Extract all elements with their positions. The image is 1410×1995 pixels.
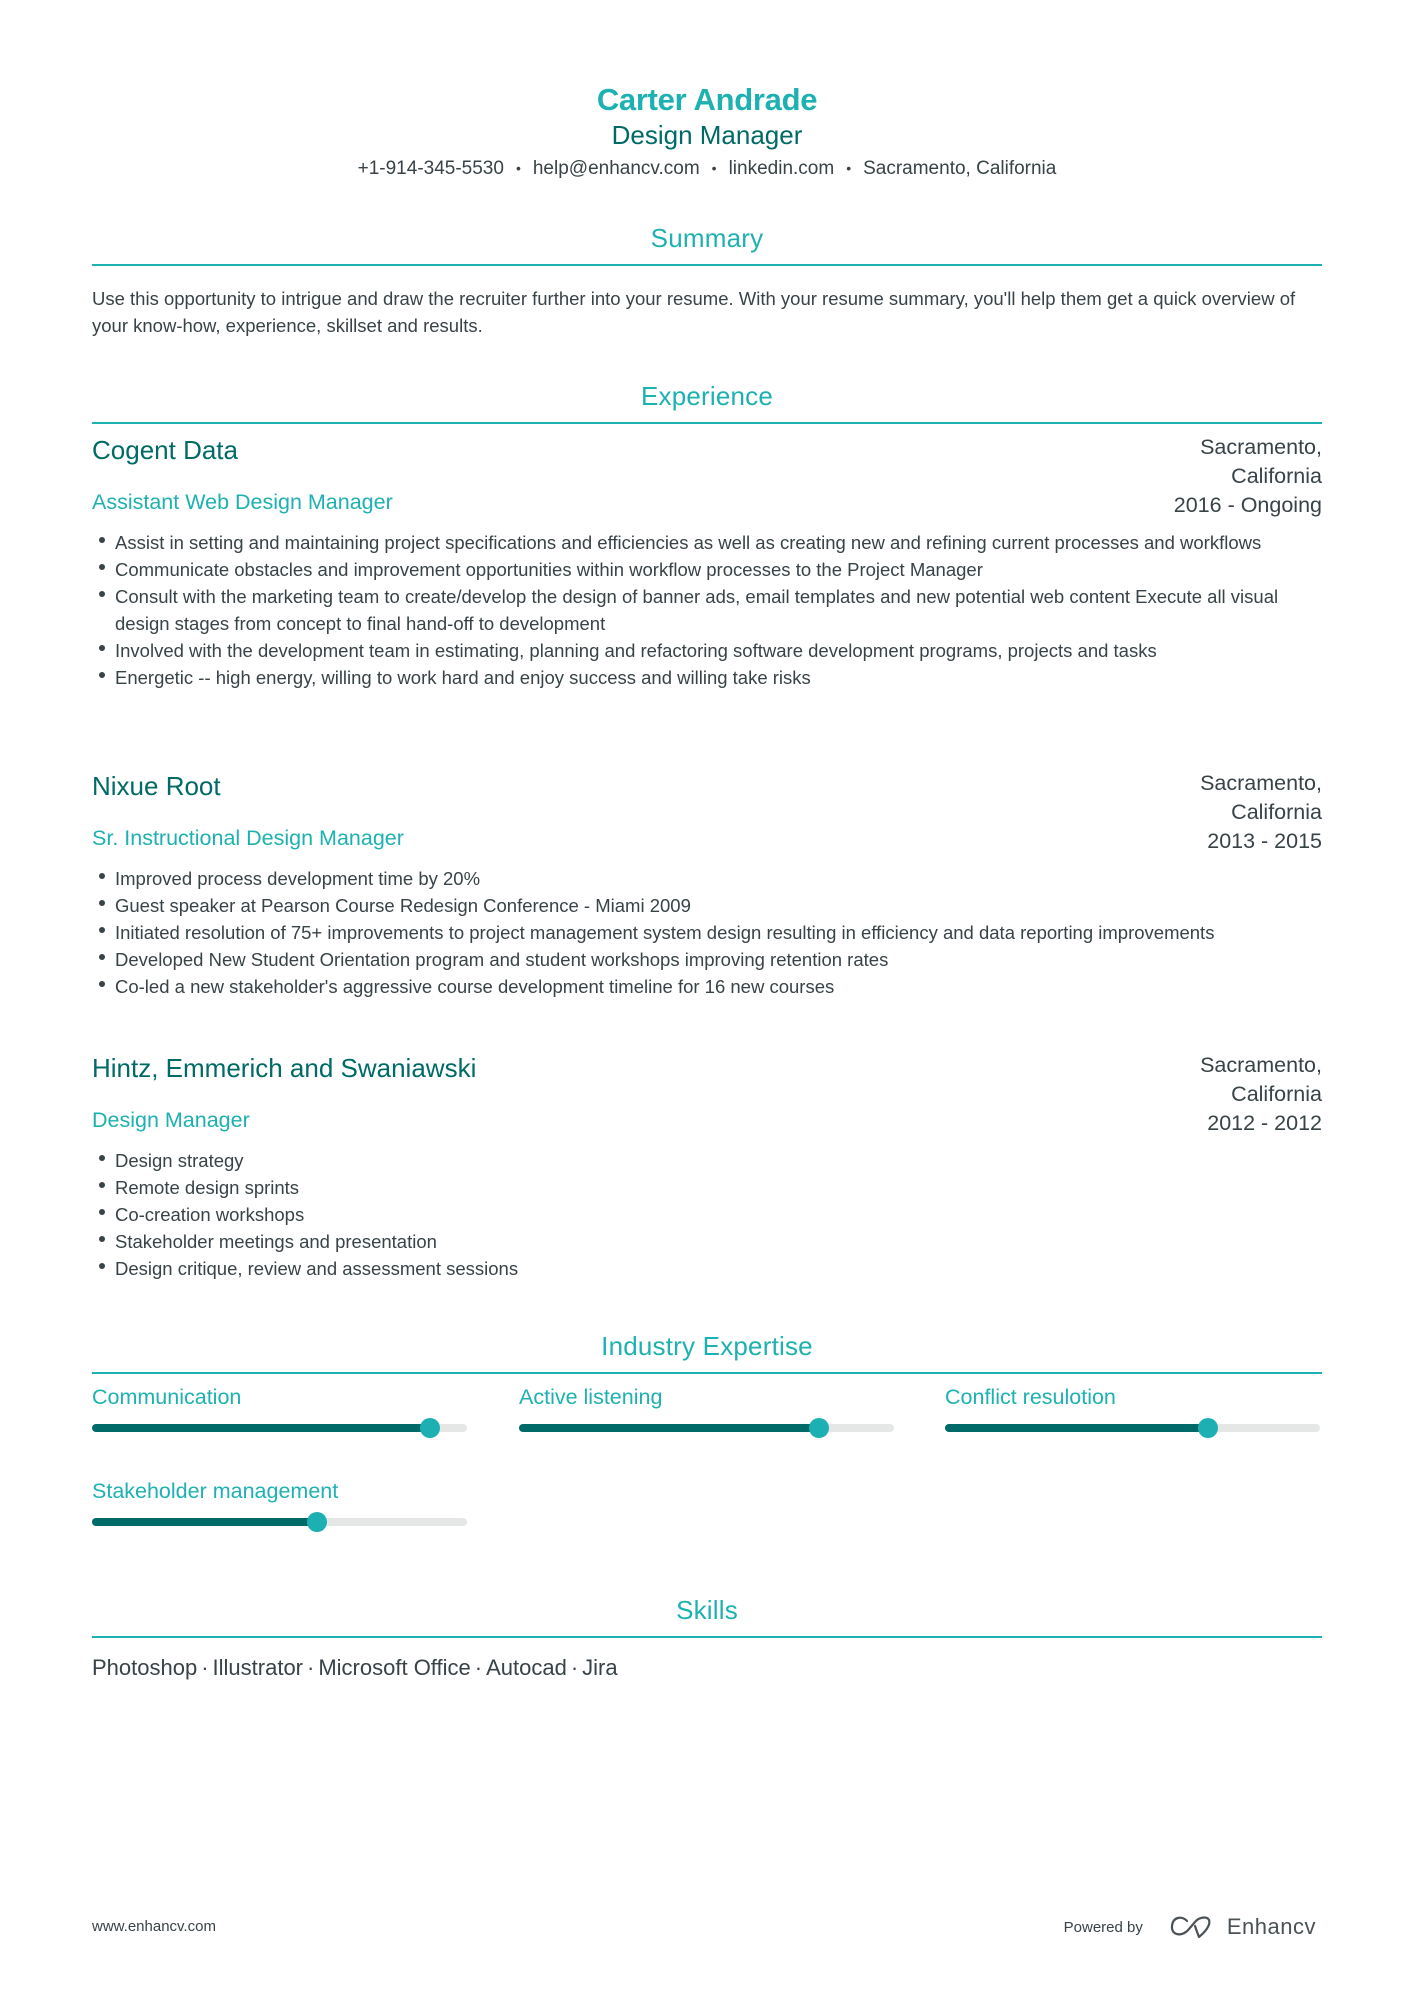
expertise-fill bbox=[92, 1518, 317, 1526]
section-divider bbox=[92, 1372, 1322, 1374]
expertise-knob bbox=[307, 1512, 327, 1532]
bullet-dot-icon bbox=[99, 1209, 105, 1215]
bullet-item: Communicate obstacles and improvement opportunities within workflow processes to the Project Manager bbox=[92, 556, 1322, 583]
expertise-track bbox=[92, 1518, 467, 1526]
expertise-knob bbox=[809, 1418, 829, 1438]
entry-meta bbox=[1182, 1051, 1322, 1138]
bullet-dot-icon bbox=[99, 1182, 105, 1188]
company-name: Nixue Root bbox=[92, 771, 221, 801]
section-divider bbox=[92, 422, 1322, 424]
powered-by-label: Powered by bbox=[1063, 1918, 1143, 1936]
bullet-item: Consult with the marketing team to create/develop the design of banner ads, email templates and new potential web content Execute all visual design stages from concept to final hand-off to development bbox=[92, 583, 1322, 637]
expertise-label: Communication bbox=[92, 1385, 242, 1409]
skills-list bbox=[92, 1653, 1322, 1683]
entry-dates: 2016 - Ongoing bbox=[1173, 493, 1322, 517]
bullet-item: Assist in setting and maintaining project specifications and efficiencies as well as creating new and refining current processes and workflows bbox=[92, 529, 1322, 556]
section-heading-summary: Summary bbox=[650, 223, 764, 253]
expertise-item bbox=[92, 1476, 467, 1526]
bullet-item: Energetic -- high energy, willing to work hard and enjoy success and willing take risks bbox=[92, 664, 1322, 691]
experience-entry bbox=[92, 433, 1322, 691]
bullet-dot-icon bbox=[99, 900, 105, 906]
bullet-item: Co-led a new stakeholder's aggressive course development timeline for 16 new courses bbox=[92, 973, 1322, 1000]
expertise-fill bbox=[92, 1424, 430, 1432]
candidate-title: Design Manager bbox=[611, 120, 803, 150]
bullet-dot-icon bbox=[99, 672, 105, 678]
separator-dot: • bbox=[711, 160, 717, 176]
enhancv-brand-name: Enhancv bbox=[1226, 1914, 1316, 1939]
bullet-item: Improved process development time by 20% bbox=[92, 865, 1322, 892]
job-role: Design Manager bbox=[92, 1108, 250, 1132]
bullet-dot-icon bbox=[99, 1155, 105, 1161]
phone-text: +1-914-345-5530 bbox=[357, 158, 504, 179]
section-heading-skills: Skills bbox=[676, 1595, 738, 1625]
footer-website-link[interactable]: www.enhancv.com bbox=[92, 1918, 216, 1935]
contact-line bbox=[92, 154, 1322, 183]
expertise-item bbox=[519, 1382, 894, 1432]
bullet-dot-icon bbox=[99, 873, 105, 879]
skill-separator: · bbox=[307, 1655, 315, 1680]
expertise-label: Conflict resulotion bbox=[945, 1385, 1116, 1409]
skill-separator: · bbox=[570, 1655, 579, 1680]
bullet-item: Involved with the development team in estimating, planning and refactoring software development programs, projects and tasks bbox=[92, 637, 1322, 664]
section-heading-experience: Experience bbox=[640, 381, 774, 411]
bullet-dot-icon bbox=[99, 591, 105, 597]
expertise-label: Stakeholder management bbox=[92, 1479, 339, 1503]
expertise-item bbox=[945, 1382, 1320, 1432]
linkedin-link[interactable]: linkedin.com bbox=[728, 158, 835, 179]
bullet-dot-icon bbox=[99, 537, 105, 543]
skill-item: Illustrator bbox=[212, 1655, 304, 1680]
separator-dot: • bbox=[515, 160, 521, 176]
bullet-list bbox=[92, 865, 1322, 1000]
company-name: Hintz, Emmerich and Swaniawski bbox=[92, 1053, 477, 1083]
summary-text: Use this opportunity to intrigue and draw the recruiter further into your resume. With your resume summary, you'll help them get a quick overview of your know-how, experience, skillset and results. bbox=[92, 288, 1296, 336]
expertise-fill bbox=[945, 1424, 1208, 1432]
expertise-item bbox=[92, 1382, 467, 1432]
enhancv-logo-icon bbox=[1169, 1914, 1215, 1940]
job-role: Sr. Instructional Design Manager bbox=[92, 826, 404, 850]
location-text: Sacramento, California bbox=[863, 158, 1057, 179]
entry-dates: 2012 - 2012 bbox=[1207, 1111, 1322, 1135]
section-divider bbox=[92, 264, 1322, 266]
bullet-item: Guest speaker at Pearson Course Redesign Conference - Miami 2009 bbox=[92, 892, 1322, 919]
bullet-item: Design critique, review and assessment sessions bbox=[92, 1255, 1322, 1282]
expertise-knob bbox=[1198, 1418, 1218, 1438]
bullet-item: Stakeholder meetings and presentation bbox=[92, 1228, 1322, 1255]
bullet-dot-icon bbox=[99, 954, 105, 960]
expertise-track bbox=[519, 1424, 894, 1432]
entry-location: Sacramento, California bbox=[1200, 771, 1322, 824]
email-link[interactable]: help@enhancv.com bbox=[532, 158, 700, 179]
bullet-dot-icon bbox=[99, 1263, 105, 1269]
bullet-item: Design strategy bbox=[92, 1147, 1322, 1174]
bullet-list bbox=[92, 1147, 1322, 1282]
expertise-fill bbox=[519, 1424, 819, 1432]
skill-separator: · bbox=[201, 1655, 209, 1680]
bullet-item: Co-creation workshops bbox=[92, 1201, 1322, 1228]
skill-item: Jira bbox=[582, 1655, 618, 1680]
company-name: Cogent Data bbox=[92, 435, 238, 465]
experience-entry bbox=[92, 769, 1322, 1000]
candidate-name: Carter Andrade bbox=[596, 82, 818, 117]
skill-item: Photoshop bbox=[92, 1655, 198, 1680]
entry-meta bbox=[1182, 769, 1322, 856]
section-divider bbox=[92, 1636, 1322, 1638]
entry-meta bbox=[1174, 433, 1322, 520]
bullet-item: Developed New Student Orientation program and student workshops improving retention rates bbox=[92, 946, 1322, 973]
bullet-list bbox=[92, 529, 1322, 691]
expertise-track bbox=[945, 1424, 1320, 1432]
powered-by-badge[interactable] bbox=[1064, 1910, 1316, 1944]
skill-separator: · bbox=[474, 1655, 483, 1680]
expertise-section-header bbox=[92, 1329, 1322, 1374]
resume-header bbox=[92, 80, 1322, 183]
entry-location: Sacramento, California bbox=[1200, 1053, 1322, 1106]
experience-entry bbox=[92, 1051, 1322, 1282]
expertise-knob bbox=[420, 1418, 440, 1438]
skills-section bbox=[92, 1593, 1322, 1683]
expertise-track bbox=[92, 1424, 467, 1432]
section-heading-expertise: Industry Expertise bbox=[601, 1331, 813, 1361]
bullet-dot-icon bbox=[99, 1236, 105, 1242]
resume-page bbox=[92, 0, 1322, 1995]
expertise-label: Active listening bbox=[519, 1385, 663, 1409]
bullet-item: Initiated resolution of 75+ improvements to project management system design resulting in efficiency and data reporting improvements bbox=[92, 919, 1322, 946]
skill-item: Autocad bbox=[486, 1655, 567, 1680]
summary-section bbox=[92, 221, 1322, 339]
bullet-dot-icon bbox=[99, 927, 105, 933]
job-role: Assistant Web Design Manager bbox=[92, 490, 393, 514]
separator-dot: • bbox=[846, 160, 852, 176]
bullet-dot-icon bbox=[99, 564, 105, 570]
bullet-dot-icon bbox=[99, 645, 105, 651]
bullet-item: Remote design sprints bbox=[92, 1174, 1322, 1201]
skill-item: Microsoft Office bbox=[318, 1655, 471, 1680]
bullet-dot-icon bbox=[99, 981, 105, 987]
experience-section-header bbox=[92, 379, 1322, 424]
entry-location: Sacramento, California bbox=[1200, 435, 1322, 488]
entry-dates: 2013 - 2015 bbox=[1207, 829, 1322, 853]
